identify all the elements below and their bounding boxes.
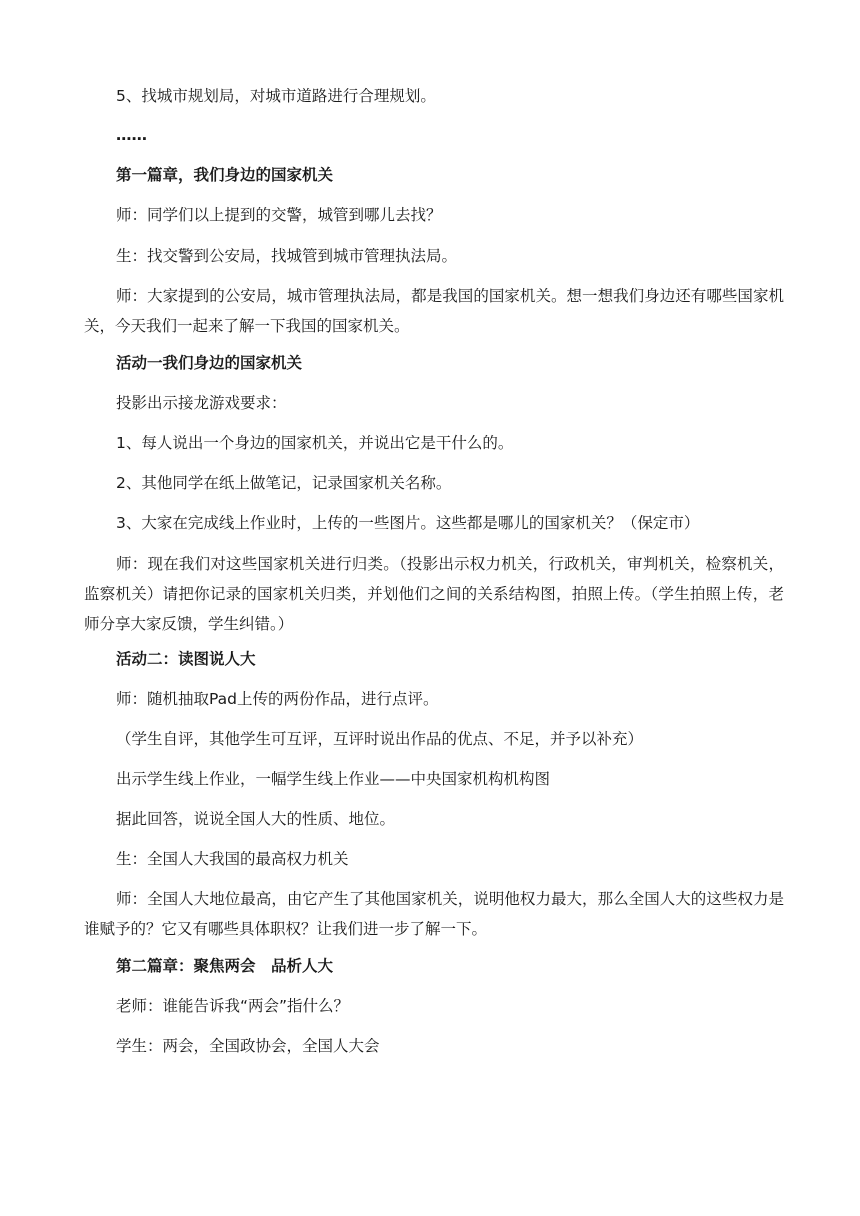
list-item: 1、每人说出一个身边的国家机关，并说出它是干什么的。 [116, 434, 514, 452]
paragraph: 学生：两会，全国政协会，全国人大会 [116, 1037, 380, 1055]
paragraph: 师：同学们以上提到的交警，城管到哪儿去找？ [116, 206, 442, 224]
paragraph: 5、找城市规划局，对城市道路进行合理规划。 [116, 87, 436, 105]
paragraph: 出示学生线上作业，一幅学生线上作业——中央国家机构机构图 [116, 770, 551, 788]
paragraph: 生：找交警到公安局，找城管到城市管理执法局。 [116, 247, 458, 265]
paragraph: 生：全国人大我国的最高权力机关 [116, 850, 349, 868]
paragraph: 据此回答，说说全国人大的性质、地位。 [116, 810, 396, 828]
paragraph: 老师：谁能告诉我“两会”指什么？ [116, 997, 350, 1015]
paragraph: 师：随机抽取Pad上传的两份作品，进行点评。 [116, 690, 439, 708]
activity-heading: 活动一我们身边的国家机关 [116, 354, 303, 372]
list-item: 2、其他同学在纸上做笔记，记录国家机关名称。 [116, 474, 452, 492]
paragraph: 投影出示接龙游戏要求： [116, 394, 287, 412]
list-item: 3、大家在完成线上作业时，上传的一些图片。这些都是哪儿的国家机关？（保定市） [116, 514, 700, 532]
paragraph: 师：大家提到的公安局，城市管理执法局，都是我国的国家机关。想一想我们身边还有哪些国家机关，今天我们一起来了解一下我国的国家机关。 [84, 287, 784, 335]
section-heading: 第二篇章：聚焦两会 品析人大 [116, 957, 334, 975]
paragraph: 师：现在我们对这些国家机关进行归类。（投影出示权力机关，行政机关，审判机关，检察机关，监察机关）请把你记录的国家机关归类，并划他们之间的关系结构图，拍照上传。（学生拍照上传，老师分享大家反馈，学生纠错。） [84, 555, 784, 633]
ellipsis-line: …… [116, 126, 147, 144]
paragraph: （学生自评，其他学生可互评，互评时说出作品的优点、不足，并予以补充） [116, 730, 644, 748]
activity-heading: 活动二：读图说人大 [116, 650, 256, 668]
section-heading: 第一篇章，我们身边的国家机关 [116, 166, 334, 184]
paragraph: 师：全国人大地位最高，由它产生了其他国家机关，说明他权力最大，那么全国人大的这些权力是谁赋予的？它又有哪些具体职权？让我们进一步了解一下。 [84, 890, 784, 938]
